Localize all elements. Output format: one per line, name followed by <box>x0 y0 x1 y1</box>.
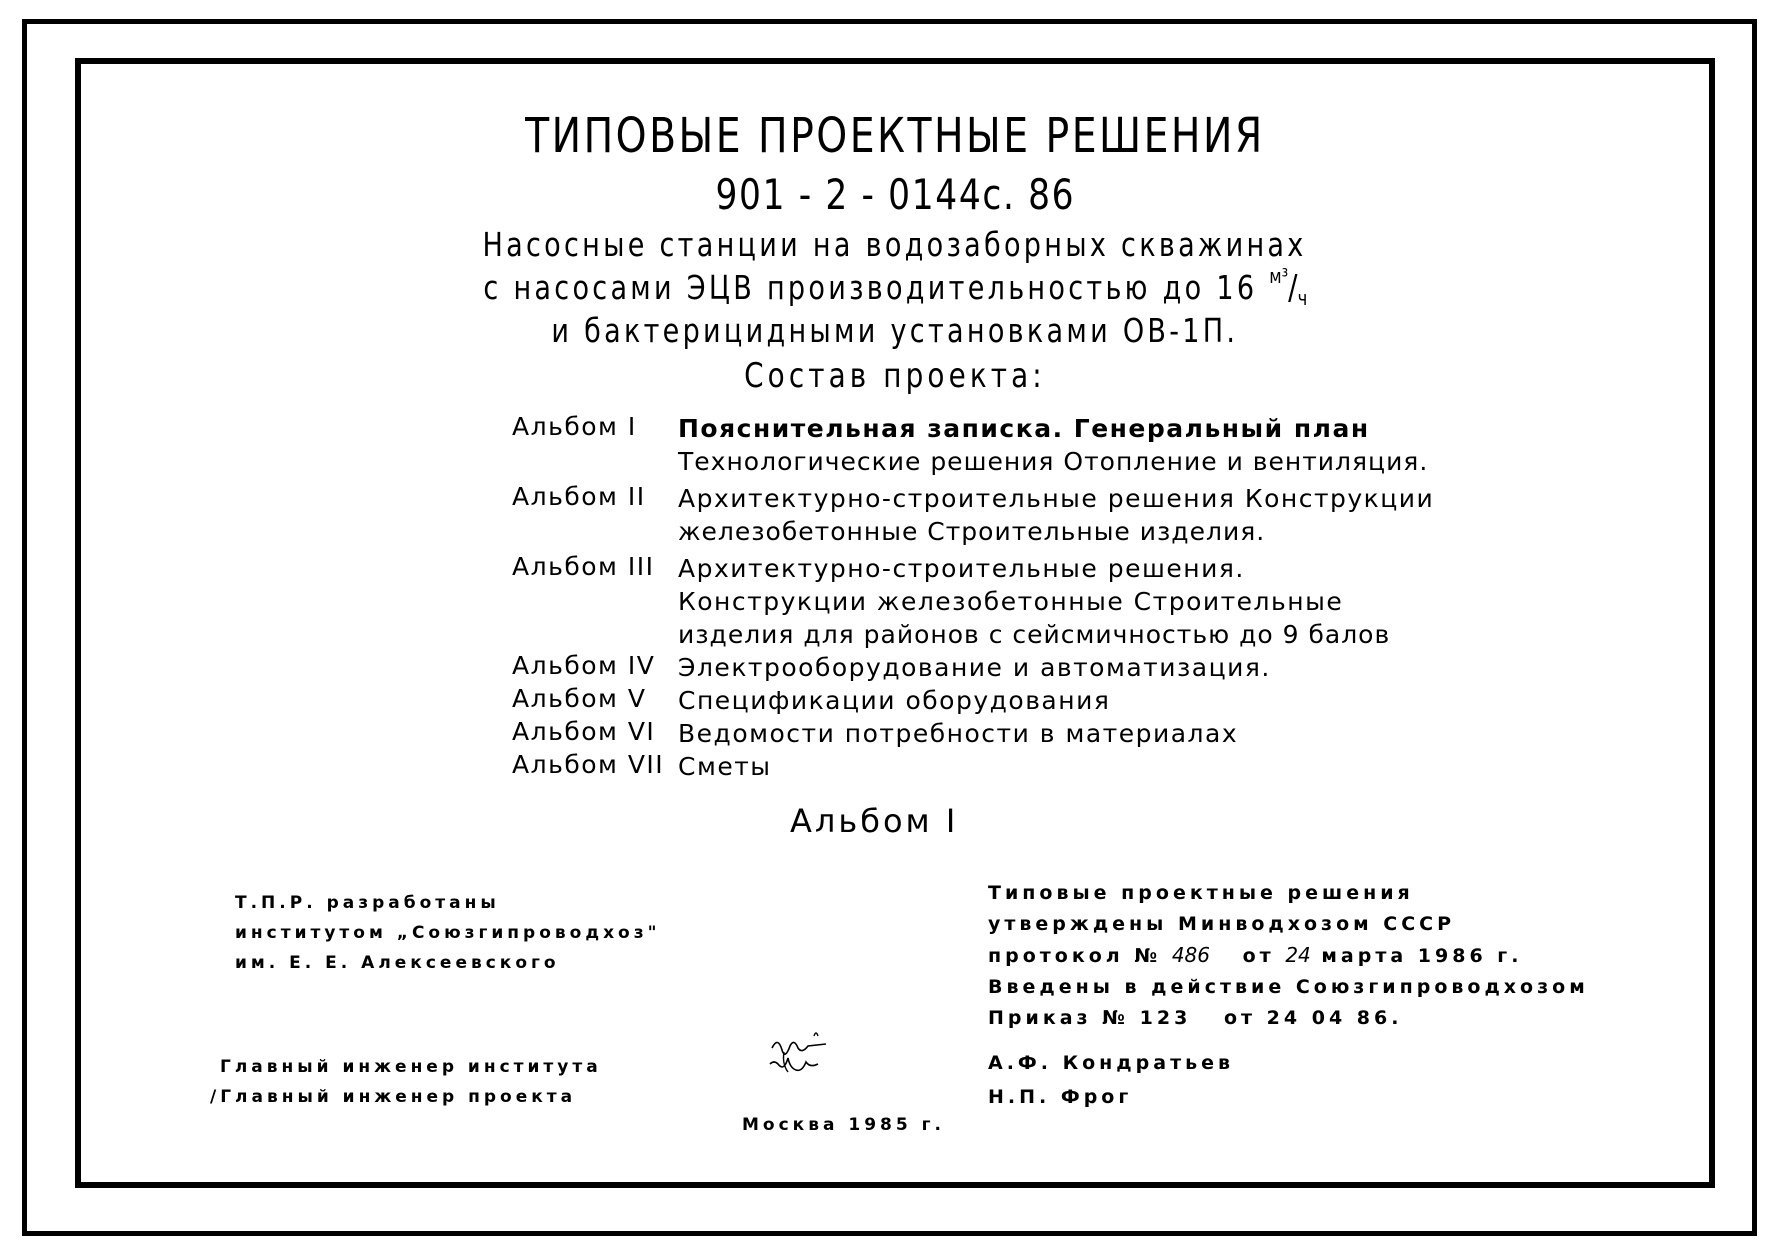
chief-line: Главный инженер института <box>220 1057 602 1077</box>
album-row-2 <box>512 482 1434 548</box>
document-title: ТИПОВЫЕ ПРОЕКТНЫЕ РЕШЕНИЯ <box>525 108 1265 164</box>
protocol-line: протокол № 486 от 24 марта 1986 г. <box>988 943 1523 967</box>
album-list <box>512 412 1434 783</box>
album-label: Альбом I <box>512 412 637 441</box>
current-album: Альбом I <box>790 802 959 840</box>
album-line: Конструкции железобетонные Строительные <box>678 587 1344 616</box>
flow-unit: м³/ч <box>1268 264 1307 310</box>
album-line: Архитектурно-строительные решения. <box>678 554 1245 583</box>
album-row-3 <box>512 552 1434 651</box>
subject-line-2 <box>80 264 1710 310</box>
approval-block <box>988 878 1589 1034</box>
signature <box>760 1030 870 1100</box>
album-label: Альбом VII <box>512 750 665 779</box>
chief-line: /Главный инженер проекта <box>210 1087 577 1107</box>
album-line: Сметы <box>678 752 772 781</box>
approval-line: утверждены Минводхозом СССР <box>988 913 1456 935</box>
chief-engineers <box>210 1052 602 1112</box>
developer-block <box>235 888 660 978</box>
name-line: А.Ф. Кондратьев <box>988 1052 1235 1074</box>
album-row-5 <box>512 684 1434 717</box>
album-line: Ведомости потребности в материалах <box>678 719 1239 748</box>
developer-line: Т.П.Р. разработаны <box>235 893 500 913</box>
subject-line-1: Насосные станции на водозаборных скважинах <box>482 225 1308 264</box>
album-line: Пояснительная записка. Генеральный план <box>678 414 1370 443</box>
album-label: Альбом II <box>512 482 646 511</box>
album-row-1 <box>512 412 1434 478</box>
order-number: 123 <box>1139 1007 1192 1029</box>
album-line: Спецификации оборудования <box>678 686 1111 715</box>
subject-line-3: и бактерицидными установками ОВ-1П. <box>551 311 1239 350</box>
city-year: Москва 1985 г. <box>742 1115 945 1135</box>
album-line: Электрооборудование и автоматизация. <box>678 653 1271 682</box>
order-line: Приказ № 123 от 24 04 86. <box>988 1007 1403 1029</box>
album-row-6 <box>512 717 1434 750</box>
album-line: изделия для районов с сейсмичностью до 9 балов <box>678 620 1391 649</box>
name-line: Н.П. Фрог <box>988 1086 1133 1108</box>
order-date: 24 04 86. <box>1266 1007 1403 1029</box>
album-label: Альбом III <box>512 552 655 581</box>
album-label: Альбом VI <box>512 717 656 746</box>
engineer-names <box>988 1046 1234 1114</box>
developer-line: институтом „Союзгипроводхоз" <box>235 923 661 943</box>
album-line: железобетонные Строительные изделия. <box>678 517 1266 546</box>
protocol-number: 486 <box>1171 943 1210 967</box>
album-label: Альбом V <box>512 684 647 713</box>
album-row-4 <box>512 651 1434 684</box>
developer-line: им. Е. Е. Алексеевского <box>235 953 560 973</box>
album-row-7 <box>512 750 1434 783</box>
approval-line: Типовые проектные решения <box>988 882 1414 904</box>
album-line: Технологические решения Отопление и вентиляция. <box>678 447 1429 476</box>
subject-line-2-text: с насосами ЭЦВ производительностью до 16 <box>483 268 1257 307</box>
album-label: Альбом IV <box>512 651 656 680</box>
protocol-day: 24 <box>1285 943 1311 967</box>
album-line: Архитектурно-строительные решения Конструкции <box>678 484 1435 513</box>
document-number: 901 - 2 - 0144с. 86 <box>715 170 1075 219</box>
contents-heading: Состав проекта: <box>744 356 1046 396</box>
approval-line: Введены в действие Союзгипроводхозом <box>988 976 1589 998</box>
